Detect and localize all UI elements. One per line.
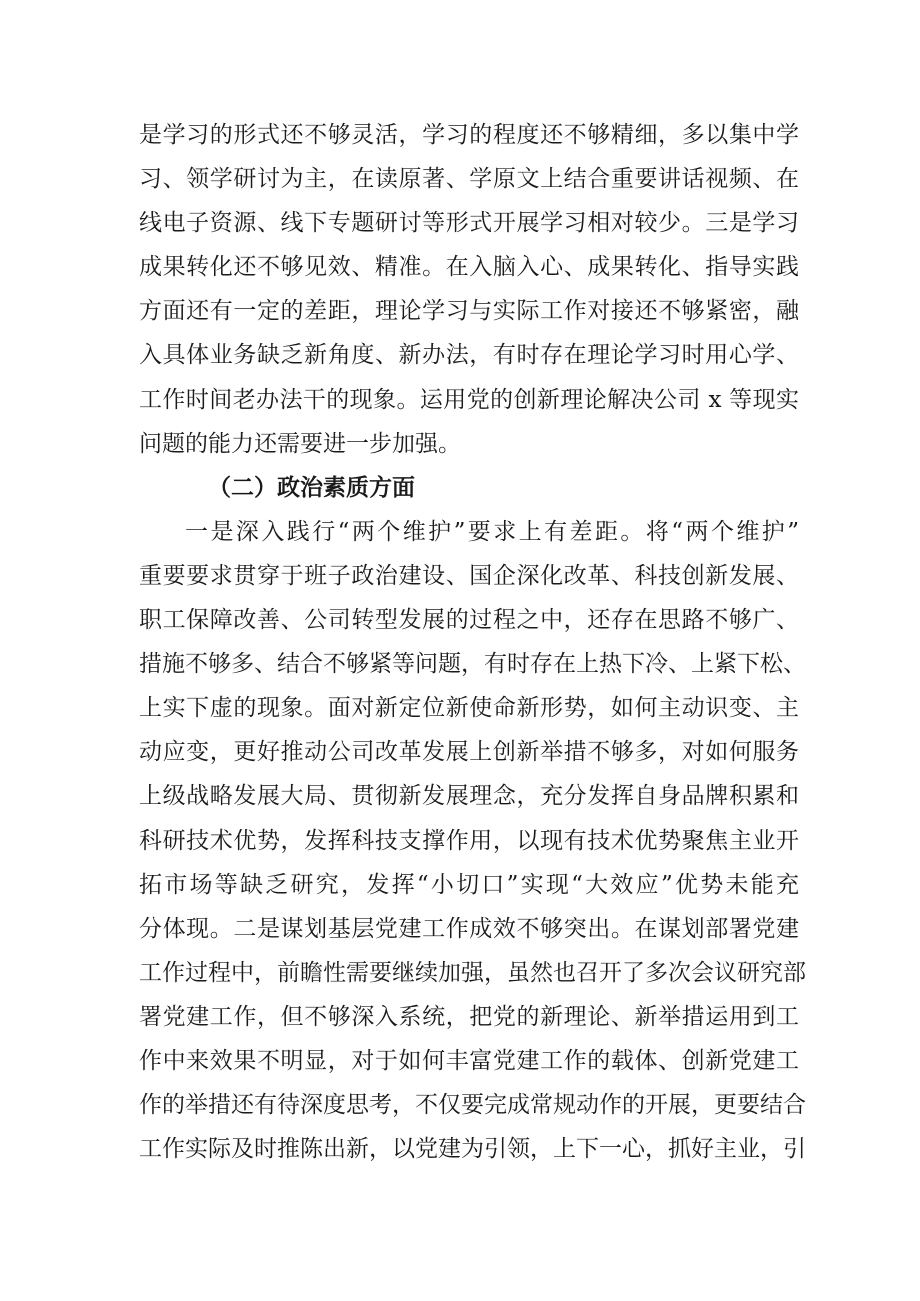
- text-line: 一是深入践行“两个维护”要求上有差距。将“两个维护”: [185, 518, 799, 545]
- text-line: 分体现。二是谋划基层党建工作成效不够突出。在谋划部署党建: [139, 915, 799, 942]
- text-line: 工作实际及时推陈出新，以党建为引领，上下一心，抓好主业，引: [139, 1136, 806, 1163]
- text-line: 方面还有一定的差距，理论学习与实际工作对接还不够紧密，融: [139, 298, 799, 325]
- text-line: 署党建工作，但不够深入系统，把党的新理论、新举措运用到工: [139, 1003, 799, 1030]
- text-line: 上实下虚的现象。面对新定位新使命新形势，如何主动识变、主: [139, 695, 799, 722]
- text-line: 线电子资源、线下专题研讨等形式开展学习相对较少。三是学习: [139, 210, 799, 237]
- text-line: 作中来效果不明显，对于如何丰富党建工作的载体、创新党建工: [139, 1047, 799, 1074]
- text-line: 工作过程中，前瞻性需要继续加强，虽然也召开了多次会议研究部: [139, 959, 806, 986]
- text-line: 动应变，更好推动公司改革发展上创新举措不够多，对如何服务: [139, 739, 799, 766]
- text-line: 习、领学研讨为主，在读原著、学原文上结合重要讲话视频、在: [139, 166, 799, 193]
- text-line: 入具体业务缺乏新角度、新办法，有时存在理论学习时用心学、: [139, 342, 799, 369]
- text-line: 工作时间老办法干的现象。运用党的创新理论解决公司 x 等现实: [139, 386, 799, 413]
- text-line: 措施不够多、结合不够紧等问题，有时存在上热下冷、上紧下松、: [139, 651, 806, 678]
- text-line: 作的举措还有待深度思考，不仅要完成常规动作的开展，更要结合: [139, 1092, 806, 1119]
- text-line: 重要要求贯穿于班子政治建设、国企深化改革、科技创新发展、: [139, 562, 799, 589]
- text-line: 上级战略发展大局、贯彻新发展理念，充分发挥自身品牌积累和: [139, 783, 799, 810]
- text-line: 拓市场等缺乏研究，发挥“小切口”实现“大效应”优势未能充: [139, 871, 799, 898]
- text-line: 职工保障改善、公司转型发展的过程之中，还存在思路不够广、: [139, 607, 799, 634]
- text-line: 科研技术优势，发挥科技支撑作用，以现有技术优势聚焦主业开: [139, 827, 799, 854]
- body-text: [139, 113, 806, 1171]
- text-line: 问题的能力还需要进一步加强。: [139, 430, 461, 457]
- text-line: 成果转化还不够见效、精准。在入脑入心、成果转化、指导实践: [139, 254, 799, 281]
- text-line: 是学习的形式还不够灵活，学习的程度还不够精细，多以集中学: [139, 122, 799, 148]
- section-heading: （二）政治素质方面: [208, 474, 415, 501]
